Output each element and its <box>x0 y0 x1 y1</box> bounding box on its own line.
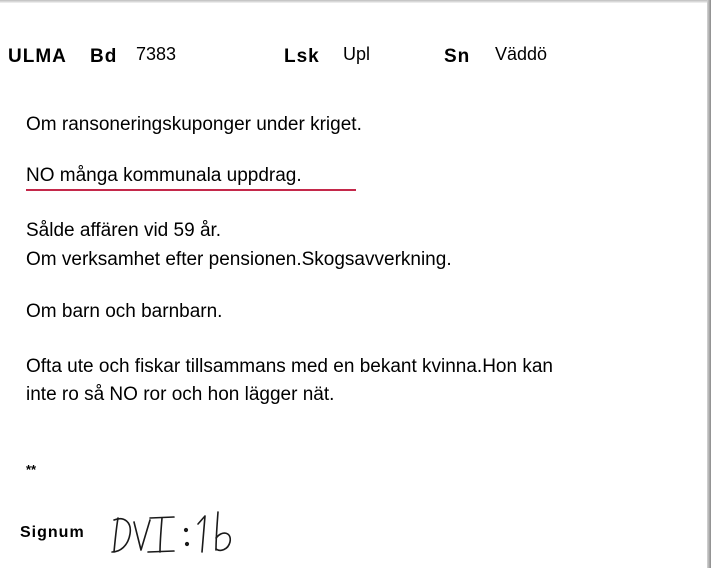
body-line: Om barn och barnbarn. <box>26 301 223 322</box>
body-line: inte ro så NO ror och hon lägger nät. <box>26 384 335 405</box>
red-underline <box>26 189 356 191</box>
lsk-label: Lsk <box>284 46 320 67</box>
sn-label: Sn <box>444 46 471 67</box>
bd-value: 7383 <box>136 44 177 64</box>
bd-label: Bd <box>90 46 118 67</box>
body-line: Ofta ute och fiskar tillsammans med en bekant kvinna.Hon kan <box>26 356 553 377</box>
card-header <box>8 44 698 72</box>
stars-marker: ** <box>26 462 37 477</box>
card-right-edge <box>707 0 711 568</box>
body-line: Om verksamhet efter pensionen.Skogsavverkning. <box>26 249 452 270</box>
body-line-underlined: NO många kommunala uppdrag. <box>26 165 302 186</box>
lsk-value: Upl <box>343 44 371 64</box>
body-line: Sålde affären vid 59 år. <box>26 220 222 241</box>
card-top-edge <box>0 0 711 3</box>
body-line: Om ransoneringskuponger under kriget. <box>26 114 362 135</box>
signum-label: Signum <box>20 524 85 541</box>
archive-label: ULMA <box>8 46 67 67</box>
signum-handwritten-value <box>110 508 250 558</box>
sn-value: Väddö <box>495 44 548 64</box>
